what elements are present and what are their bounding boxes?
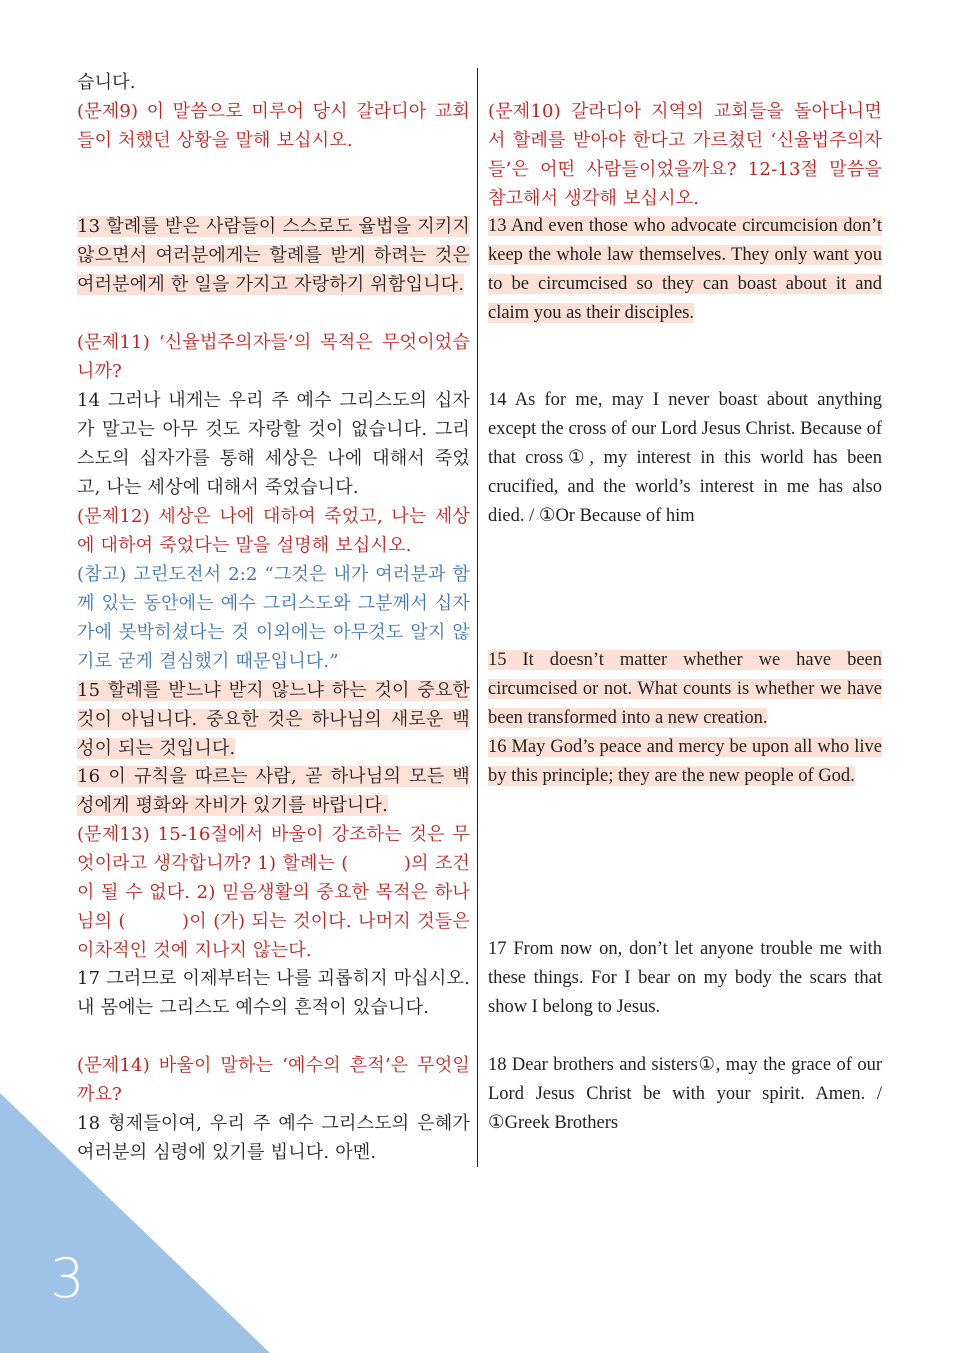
ko-question-11: (문제11) ‘신율법주의자들’의 목적은 무엇이었습니까? bbox=[77, 332, 470, 382]
ko-verse-16: 16 이 규칙을 따르는 사람, 곧 하나님의 모든 백성에게 평화와 자비가 있기를 바랍니다. bbox=[77, 766, 470, 816]
ko-verse-13: 13 할례를 받은 사람들이 스스로도 율법을 지키지 않으면서 여러분에게는 할례를 받게 하려는 것은 여러분에게 한 일을 가지고 자랑하기 위함입니다. bbox=[77, 216, 470, 295]
en-verse-14: 14 As for me, may I never boast about anything except the cross of our Lord Jesus Christ. Because of that cross①, my interest in this world has been crucified, and the world’s interest in me has also died. / ①Or Because of him bbox=[488, 390, 882, 526]
ko-continued-line: 습니다. bbox=[77, 72, 136, 93]
ko-verse-18: 18 형제들이여, 우리 주 예수 그리스도의 은혜가 여러분의 심령에 있기를 빕니다. 아멘. bbox=[77, 1113, 470, 1163]
ko-question-14: (문제14) 바울이 말하는 ‘예수의 흔적’은 무엇일까요? bbox=[77, 1055, 470, 1105]
ko-verse-17: 17 그러므로 이제부터는 나를 괴롭히지 마십시오. 내 몸에는 그리스도 예수의 흔적이 있습니다. bbox=[77, 968, 470, 1018]
page-number: 3 bbox=[50, 1247, 85, 1310]
ko-question-13: (문제13) 15-16절에서 바울이 강조하는 것은 무엇이라고 생각합니까? 1) 할례는 ( )의 조건이 될 수 없다. 2) 믿음생활의 중요한 목적은 하나님의 ( )이 (가) 되는 것이다. 나머지 것들은 이차적인 것에 지나지 않는다. bbox=[77, 824, 470, 961]
question-10: (문제10) 갈라디아 지역의 교회들을 돌아다니면서 할례를 받아야 한다고 가르쳤던 ‘신율법주의자들’은 어떤 사람들이었을까요? 12-13절 말씀을 참고해서 생각해 보십시오. bbox=[488, 101, 882, 209]
ko-reference-1cor-2-2: (참고) 고린도전서 2:2 “그것은 내가 여러분과 함께 있는 동안에는 예수 그리스도와 그분께서 십자가에 못박히셨다는 것 이외에는 아무것도 알지 않기로 굳게 결심했기 때문입니다.” bbox=[77, 564, 470, 672]
ko-question-9: (문제9) 이 말씀으로 미루어 당시 갈라디아 교회들이 처했던 상황을 말해 보십시오. bbox=[77, 101, 470, 151]
ko-verse-15: 15 할례를 받느냐 받지 않느냐 하는 것이 중요한 것이 아닙니다. 중요한 것은 하나님의 새로운 백성이 되는 것입니다. bbox=[77, 680, 470, 759]
en-verse-17: 17 From now on, don’t let anyone trouble me with these things. For I bear on my body the scars that show I belong to Jesus. bbox=[488, 939, 882, 1017]
en-verse-18: 18 Dear brothers and sisters①, may the grace of our Lord Jesus Christ be with your spirit. Amen. / ①Greek Brothers bbox=[488, 1055, 882, 1133]
en-verse-13: 13 And even those who advocate circumcision don’t keep the whole law themselves. They only want you to be circumcised so they can boast about it and claim you as their disciples. bbox=[488, 216, 882, 323]
en-verse-15: 15 It doesn’t matter whether we have been circumcised or not. What counts is whether we have been transformed into a new creation. bbox=[488, 650, 882, 728]
ko-verse-14: 14 그러나 내게는 우리 주 예수 그리스도의 십자가 말고는 아무 것도 자랑할 것이 없습니다. 그리스도의 십자가를 통해 세상은 나에 대해서 죽었고, 나는 세상에 대해서 죽었습니다. bbox=[77, 390, 470, 498]
en-verse-16: 16 May God’s peace and mercy be upon all who live by this principle; they are the new people of God. bbox=[488, 737, 882, 786]
column-divider bbox=[477, 68, 478, 1167]
ko-question-12: (문제12) 세상은 나에 대하여 죽었고, 나는 세상에 대하여 죽었다는 말을 설명해 보십시오. bbox=[77, 506, 470, 556]
